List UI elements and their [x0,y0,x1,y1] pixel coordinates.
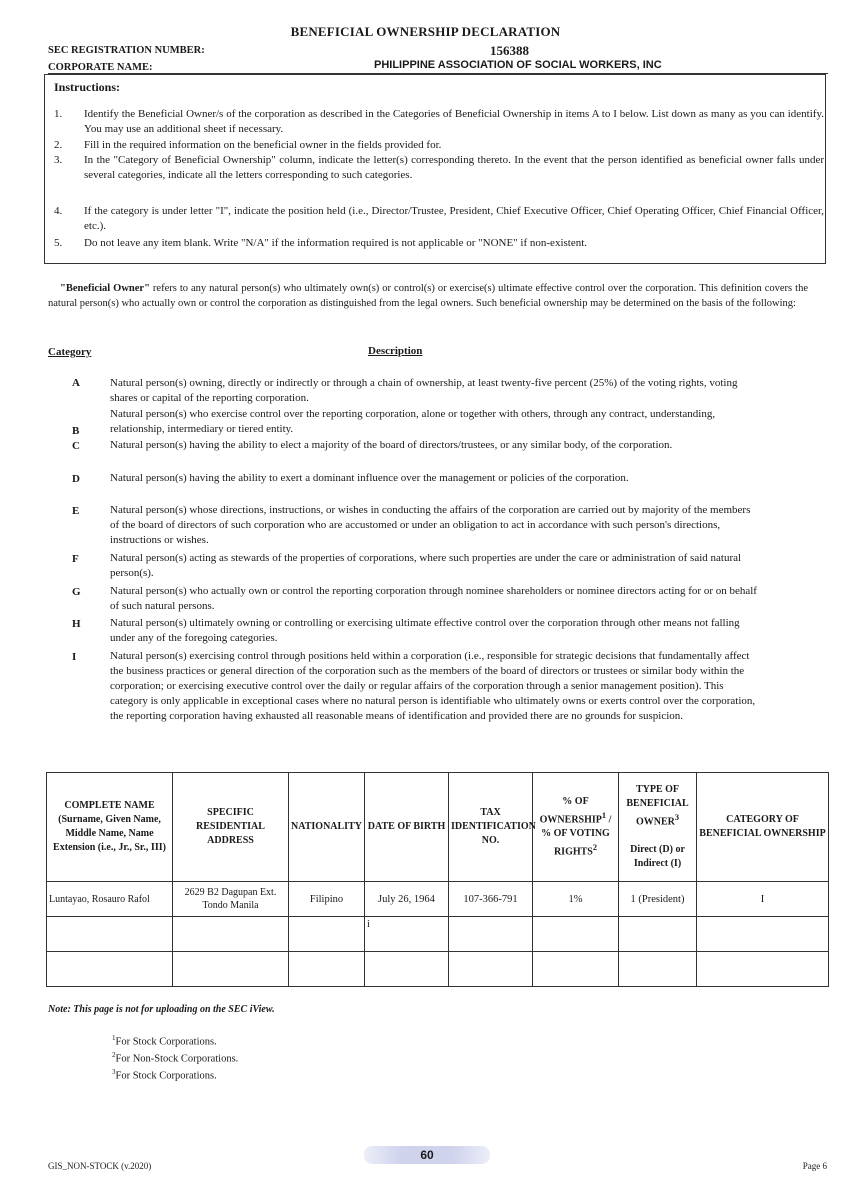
cell-tin: 107-366-791 [449,882,533,917]
table-header-row [47,773,829,882]
page-number: Page 6 [802,1161,827,1171]
table-row [47,917,829,952]
cell-nationality: Filipino [289,882,365,917]
instruction-number: 4. [54,205,63,217]
cell-empty [365,952,449,987]
sec-registration-number: 156388 [490,43,529,58]
footnote-marker: 1 [601,810,607,820]
category-letter: H [72,618,81,630]
header-type-text: TYPE OF BENEFICIAL OWNER [626,783,689,828]
category-letter: B [72,425,80,437]
form-code: GIS_NON-STOCK (v.2020) [48,1161,152,1171]
category-letter: I [72,651,77,663]
category-letter: C [72,440,80,452]
category-description: Natural person(s) having the ability to elect a majority of the board of directors/trustees, or any similar body, of the corporation. [110,439,673,451]
category-description: Natural person(s) owning, directly or indirectly or through a chain of ownership, at least twenty-five percent (25%) of the voting rights, voting shares or capital of the reporting corporation. [110,377,738,404]
definition-term: "Beneficial Owner" [60,283,150,294]
cell-empty [47,952,173,987]
cell-empty [533,952,619,987]
instruction-number: 5. [54,237,63,249]
header-category: CATEGORY OF BENEFICIAL OWNERSHIP [697,773,829,882]
instruction-item [54,236,824,251]
header-date-of-birth: DATE OF BIRTH [365,773,449,882]
cell-name: Luntayao, Rosauro Rafol [47,882,173,917]
footnote-text: For Stock Corporations. [115,1036,217,1048]
cell-date-of-birth: July 26, 1964 [365,882,449,917]
category-description: Natural person(s) acting as stewards of the properties of corporations, where such properties are under the care or administration of said natural person(s). [110,552,742,579]
table-row [47,882,829,917]
category-description: Natural person(s) ultimately owning or controlling or exercising ultimate effective control over the corporation through other means not falling under any of the foregoing categories. [110,617,740,644]
cell-empty [619,952,697,987]
corporate-name-value: PHILIPPINE ASSOCIATION OF SOCIAL WORKERS, INC [374,59,662,71]
header-nationality: NATIONALITY [289,773,365,882]
footnote-text: For Non-Stock Corporations. [115,1053,239,1065]
footnote-marker: 3 [112,1068,116,1076]
header-complete-name: COMPLETE NAME (Surname, Given Name, Middle Name, Name Extension (i.e., Jr., Sr., III) [47,773,173,882]
cell-empty [697,952,829,987]
footnote-marker: 3 [674,812,680,822]
cell-empty [697,917,829,952]
instruction-number: 3. [54,154,63,166]
footnote-marker: 2 [592,843,598,852]
category-letter: E [72,505,80,517]
category-letter: A [72,377,80,389]
footnote-text: For Stock Corporations. [115,1070,217,1082]
instruction-item [54,107,824,137]
beneficial-owner-definition [48,281,808,311]
cell-category: I [697,882,829,917]
header-ownership-text: % OF OWNERSHIP [539,795,602,825]
beneficial-owner-table [46,772,829,987]
header-tax-identification: TAX IDENTIFICATION NO. [449,773,533,882]
category-description: Natural person(s) having the ability to exert a dominant influence over the management or policies of the corporation. [110,472,629,484]
header-ownership-percent [533,773,619,882]
footnote-marker: 2 [112,1051,116,1059]
table-row [47,952,829,987]
header-direct-indirect-text: Direct (D) or Indirect (I) [630,844,685,870]
instruction-item [54,138,824,153]
cell-empty [619,917,697,952]
instruction-text: In the "Category of Beneficial Ownership" column, indicate the letter(s) corresponding thereto. In the event that the person identified as beneficial owner falls under several categories, indicate all the letters corresponding to such categories. [84,154,824,181]
document-title: BENEFICIAL OWNERSHIP DECLARATION [290,24,561,39]
footnote [112,1051,238,1065]
instructions-title: Instructions: [54,80,121,94]
header-owner-type [619,773,697,882]
description-heading: Description [368,345,423,357]
instruction-number: 2. [54,139,63,151]
category-letter: G [72,586,81,598]
instruction-text: Identify the Beneficial Owner/s of the corporation as described in the Categories of Beneficial Ownership in items A to I below. List down as many as you can identify. You may use an additional sheet if necessary. [84,108,824,135]
category-letter: D [72,473,80,485]
definition-text: refers to any natural person(s) who ultimately own(s) or control(s) or exercise(s) ultimate effective control over the corporation. This definition covers the natural person(s) who actually own or control the corporation as distinguished from the legal owners. Such beneficial ownership may be determined on the basis of the following: [48,283,808,309]
category-description: Natural person(s) whose directions, instructions, or wishes in conducting the affairs of the corporation are carried out by majority of the members of the board of directors of such corporation who are accustomed or under an obligation to act in accordance with such person's directions, instructions or wishes. [110,504,751,546]
footnote-marker: 1 [112,1034,116,1042]
cell-empty [533,917,619,952]
category-description: Natural person(s) exercising control through positions held within a corporation (i.e., responsible for strategic decisions that fundamentally affect the business practices or general direction of the corporation such as the members of the board of directors or trustees or similar body within the corporation; or exercising executive control over the daily or regular affairs of the corporation through a senior management position). This category is only applicable in exceptional cases where no natural person is identifiable who ultimately owns or exerts control over the corporation, the reporting corporation having exhausted all reasonable means of identification and provided there are no grounds for suspicion. [110,650,756,722]
cell-empty [173,917,289,952]
header-residential-address: SPECIFIC RESIDENTIAL ADDRESS [173,773,289,882]
category-description: Natural person(s) who exercise control over the reporting corporation, alone or together with others, through any contract, understanding, relationship, intermediary or tiered entity. [110,408,716,435]
cell-type: 1 (President) [619,882,697,917]
instruction-text: If the category is under letter "I", indicate the position held (i.e., Director/Trustee, President, Chief Executive Officer, Chief Operating Officer, Chief Financial Officer, etc.). [84,205,824,232]
cell-ownership: 1% [533,882,619,917]
instruction-item [54,153,824,183]
header-voting-text: / % OF VOTING RIGHTS [541,814,612,858]
footnote [112,1068,217,1082]
cell-stray-mark: i [365,917,449,952]
sec-iview-note: Note: This page is not for uploading on the SEC iView. [48,1004,275,1015]
cell-empty [289,917,365,952]
category-description: Natural person(s) who actually own or control the reporting corporation through nominee shareholders or nominee directors acting for or on behalf of such natural persons. [110,585,757,612]
cell-empty [449,952,533,987]
category-heading: Category [48,346,92,358]
cell-empty [289,952,365,987]
cell-empty [173,952,289,987]
corporate-name-label: CORPORATE NAME: [48,62,153,73]
page-stamp-badge: 60 [364,1146,490,1164]
instruction-number: 1. [54,108,63,120]
footnote [112,1034,217,1048]
instruction-text: Do not leave any item blank. Write "N/A" if the information required is not applicable or "NONE" if non-existent. [84,237,588,249]
sec-registration-label: SEC REGISTRATION NUMBER: [48,45,205,56]
instruction-text: Fill in the required information on the beneficial owner in the fields provided for. [84,139,442,151]
category-letter: F [72,553,79,565]
instruction-item [54,204,824,234]
cell-empty [449,917,533,952]
cell-empty [47,917,173,952]
cell-address: 2629 B2 Dagupan Ext. Tondo Manila [173,882,289,917]
